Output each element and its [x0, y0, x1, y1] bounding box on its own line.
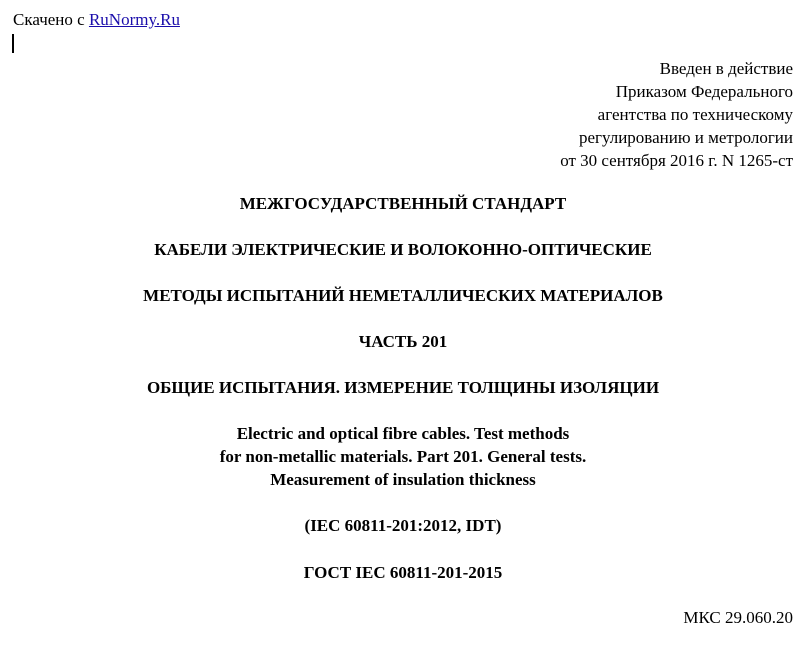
source-link[interactable]: RuNormy.Ru — [88, 10, 180, 29]
gost-designation: ГОСТ IEC 60811-201-2015 — [303, 563, 503, 582]
standard-type-title: МЕЖГОСУДАРСТВЕННЫЙ СТАНДАРТ — [239, 194, 567, 213]
source-line — [13, 10, 180, 30]
section-title: ОБЩИЕ ИСПЫТАНИЯ. ИЗМЕРЕНИЕ ТОЛЩИНЫ ИЗОЛЯЦИИ — [146, 378, 660, 397]
enactment-line: от 30 сентября 2016 г. N 1265-ст — [560, 151, 793, 170]
methods-title: МЕТОДЫ ИСПЫТАНИЙ НЕМЕТАЛЛИЧЕСКИХ МАТЕРИАЛОВ — [143, 286, 663, 305]
enactment-line: Введен в действие — [659, 59, 793, 78]
english-title-line: for non-metallic materials. Part 201. General tests. — [219, 447, 587, 466]
text-cursor — [12, 34, 14, 53]
enactment-line: регулированию и метрологии — [578, 128, 793, 147]
subject-title: КАБЕЛИ ЭЛЕКТРИЧЕСКИЕ И ВОЛОКОННО-ОПТИЧЕСКИЕ — [154, 240, 652, 259]
classifier-code: МКС 29.060.20 — [683, 608, 793, 627]
english-title-line: Electric and optical fibre cables. Test methods — [236, 424, 570, 443]
part-title: ЧАСТЬ 201 — [358, 332, 448, 351]
english-title — [0, 422, 799, 491]
enactment-line: Приказом Федерального — [615, 82, 793, 101]
english-title-line: Measurement of insulation thickness — [270, 470, 536, 489]
iec-reference: (IEC 60811-201:2012, IDT) — [304, 516, 502, 535]
source-prefix: Скачено с — [13, 10, 89, 29]
enactment-line: агентства по техническому — [597, 105, 793, 124]
enactment-note — [560, 57, 793, 172]
